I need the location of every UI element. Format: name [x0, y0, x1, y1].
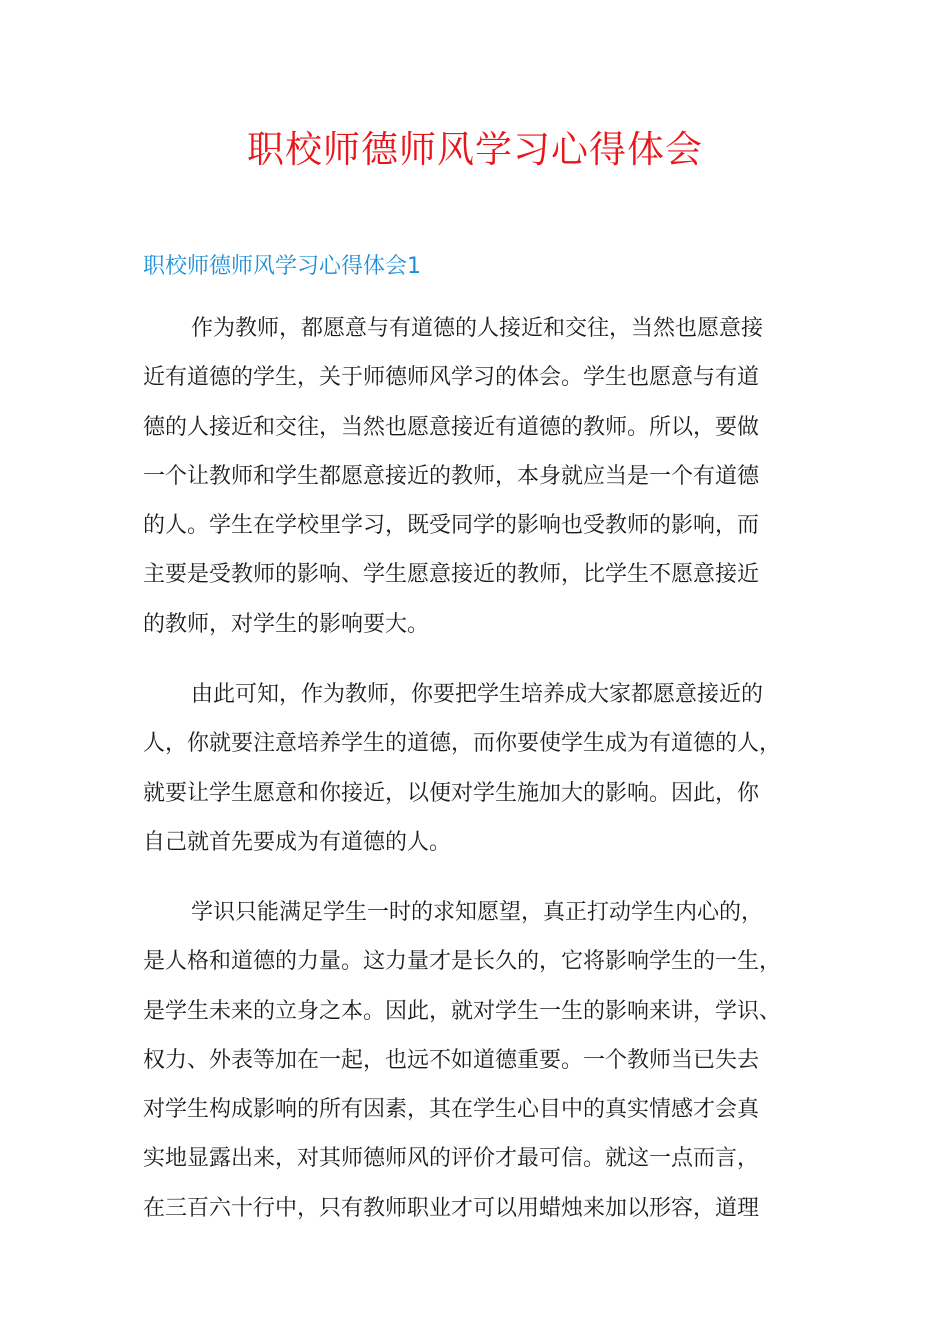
paragraph-1	[143, 304, 833, 649]
paragraph-line: 在三百六十行中，只有教师职业才可以用蜡烛来加以形容，道理	[143, 1195, 760, 1221]
paragraph-line: 作为教师，都愿意与有道德的人接近和交往，当然也愿意接	[191, 316, 764, 341]
paragraph-line: 权力、外表等加在一起，也远不如道德重要。一个教师当已失去	[143, 1047, 760, 1073]
paragraph-line: 主要是受教师的影响、学生愿意接近的教师，比学生不愿意接近	[143, 562, 760, 588]
paragraph-line: 人，你就要注意培养学生的道德，而你要使学生成为有道德的人，	[143, 731, 782, 757]
paragraph-line: 由此可知，作为教师，你要把学生培养成大家都愿意接近的	[191, 682, 764, 707]
paragraph-line: 是学生未来的立身之本。因此，就对学生一生的影响来讲，学识、	[143, 998, 782, 1024]
paragraph-2	[143, 670, 833, 867]
paragraph-line: 就要让学生愿意和你接近，以便对学生施加大的影响。因此，你	[143, 780, 760, 806]
document-title: 职校师德师风学习心得体会	[247, 128, 703, 171]
section-heading: 职校师德师风学习心得体会1	[143, 254, 421, 279]
paragraph-line: 德的人接近和交往，当然也愿意接近有道德的教师。所以，要做	[143, 414, 760, 440]
paragraph-line: 学识只能满足学生一时的求知愿望，真正打动学生内心的，	[191, 900, 764, 925]
paragraph-line: 近有道德的学生，关于师德师风学习的体会。学生也愿意与有道	[143, 365, 760, 391]
paragraph-line: 自己就首先要成为有道德的人。	[143, 829, 452, 855]
paragraph-line: 对学生构成影响的所有因素，其在学生心目中的真实情感才会真	[143, 1097, 760, 1123]
paragraph-3	[143, 888, 833, 1233]
paragraph-line: 的教师，对学生的影响要大。	[143, 611, 430, 637]
paragraph-line: 的人。学生在学校里学习，既受同学的影响也受教师的影响，而	[143, 513, 760, 539]
paragraph-line: 是人格和道德的力量。这力量才是长久的，它将影响学生的一生，	[143, 949, 782, 975]
paragraph-line: 一个让教师和学生都愿意接近的教师，本身就应当是一个有道德	[143, 463, 760, 489]
paragraph-line: 实地显露出来，对其师德师风的评价才最可信。就这一点而言，	[143, 1146, 760, 1172]
